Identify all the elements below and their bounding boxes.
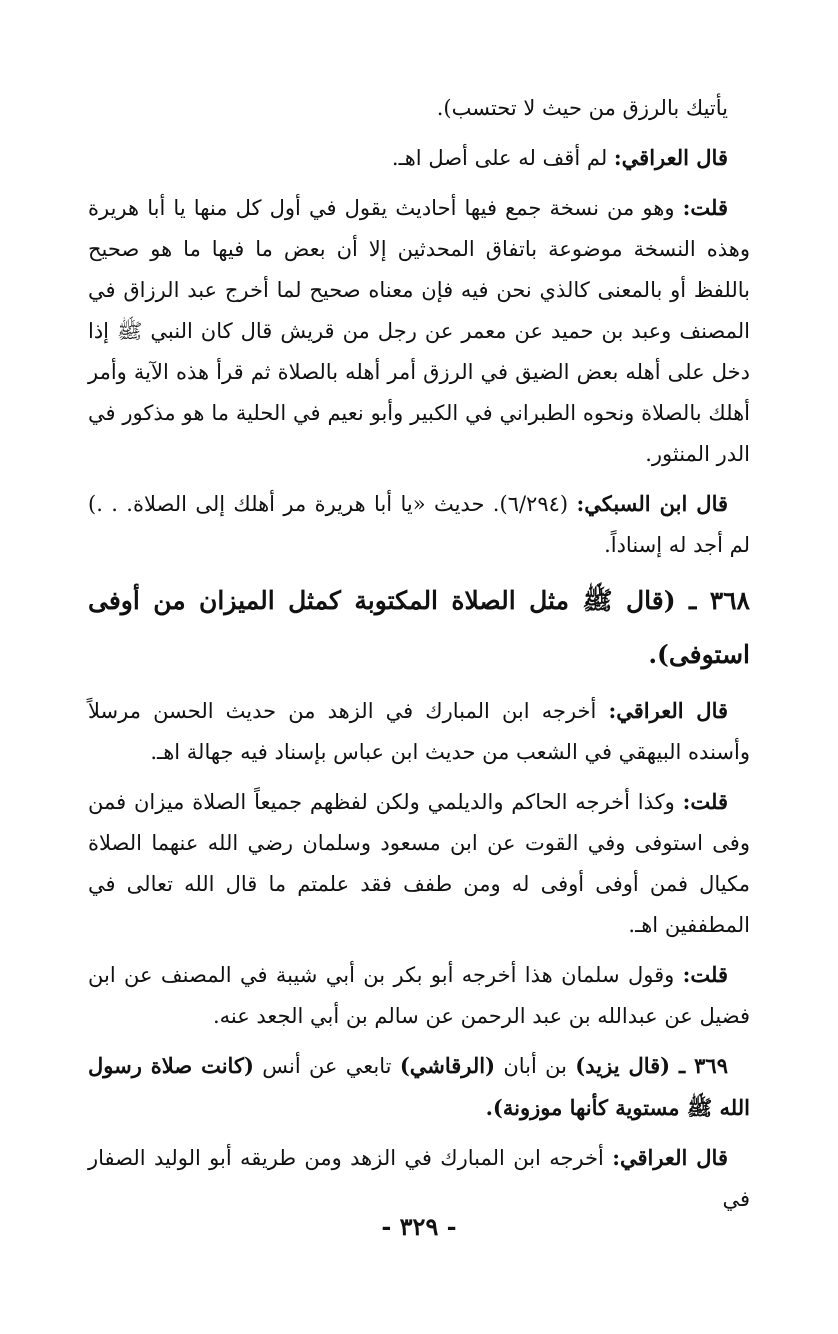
comment-text: أخرجه ابن المبارك في الزهد ومن طريقه أبو الوليد الصفار في (88, 1146, 750, 1211)
hadith-number: ٣٦٨ ـ (688, 586, 750, 615)
hadith-number: ٣٦٩ ـ (679, 1053, 728, 1078)
comment-text: لم أقف له على أصل اهـ. (391, 146, 614, 170)
qult-comment-3 (88, 954, 750, 1037)
narrator-note: تابعي عن أنس (253, 1054, 400, 1078)
comment-text: وقول سلمان هذا أخرجه أبو بكر بن أبي شيبة في المصنف عن ابن فضيل عن عبدالله بن عبد الرحمن عن سالم بن أبي الجعد عنه. (88, 963, 750, 1028)
speaker-label: قال العراقي: (608, 698, 729, 723)
comment-text: وكذا أخرجه الحاكم والديلمي ولكن لفظهم جميعاً الصلاة ميزان فمن وفى استوفى وفي القوت عن ابن مسعود وسلمان رضي الله عنهما الصلاة مكيال فمن أوفى أوفى له ومن طفف فقد علمتم ما قال الله تعالى في المطففين اهـ. (88, 790, 750, 937)
narrator-lineage: بن أبان (495, 1054, 576, 1078)
page-body (88, 88, 750, 1228)
speaker-label: قلت: (682, 789, 728, 814)
qult-comment-1 (88, 187, 750, 475)
hadith-heading-369 (88, 1045, 750, 1129)
continuation-text: يأتيك بالرزق من حيث لا تحتسب). (436, 96, 728, 120)
hadith-heading-368 (88, 574, 750, 682)
iraqi-comment-1 (88, 137, 750, 179)
speaker-label: قلت: (682, 962, 728, 987)
hadith-text: (كانت صلاة رسول الله ﷺ مستوية كأنها موزونة). (88, 1053, 750, 1120)
qult-comment-2 (88, 781, 750, 946)
subki-comment (88, 483, 750, 566)
speaker-label: قال العراقي: (612, 1145, 728, 1170)
iraqi-comment-3 (88, 1137, 750, 1220)
comment-text: أخرجه ابن المبارك في الزهد من حديث الحسن مرسلاً وأسنده البيهقي في الشعب من حديث ابن عباس بإسناد فيه جهالة اهـ. (88, 699, 750, 764)
speaker-label: قال العراقي: (613, 145, 728, 170)
hadith-text: (قال ﷺ مثل الصلاة المكتوبة كمثل الميزان من أوفى استوفى). (88, 586, 750, 669)
speaker-label: قلت: (682, 195, 728, 220)
comment-text: وهو من نسخة جمع فيها أحاديث يقول في أول كل منها يا أبا هريرة وهذه النسخة موضوعة باتفاق المحدثين إلا أن بعض ما فيها ما هو صحيح باللفظ أو بالمعنى كالذي نحن فيه فإن معناه صحيح لما أخرج عبد الرزاق في المصنف وعبد بن حميد عن معمر عن رجل من قريش قال كان النبي ﷺ إذا دخل على أهله بعض الضيق في الرزق أمر أهله بالصلاة ثم قرأ هذه الآية وأمر أهلك بالصلاة ونحوه الطبراني في الكبير وأبو نعيم في الحلية ما هو مذكور في الدر المنثور. (88, 196, 750, 466)
continuation-paragraph (88, 88, 750, 129)
comment-text: (٦/٢٩٤). حديث «يا أبا هريرة مر أهلك إلى الصلاة. . .) لم أجد له إسناداً. (88, 492, 750, 557)
speaker-label: قال ابن السبكي: (576, 491, 729, 516)
iraqi-comment-2 (88, 690, 750, 773)
narrator-nisba: (الرقاشي) (399, 1053, 496, 1078)
page-number: - ٣٢٩ - (381, 1212, 457, 1241)
narrator-name: (قال يزيد) (575, 1053, 680, 1078)
